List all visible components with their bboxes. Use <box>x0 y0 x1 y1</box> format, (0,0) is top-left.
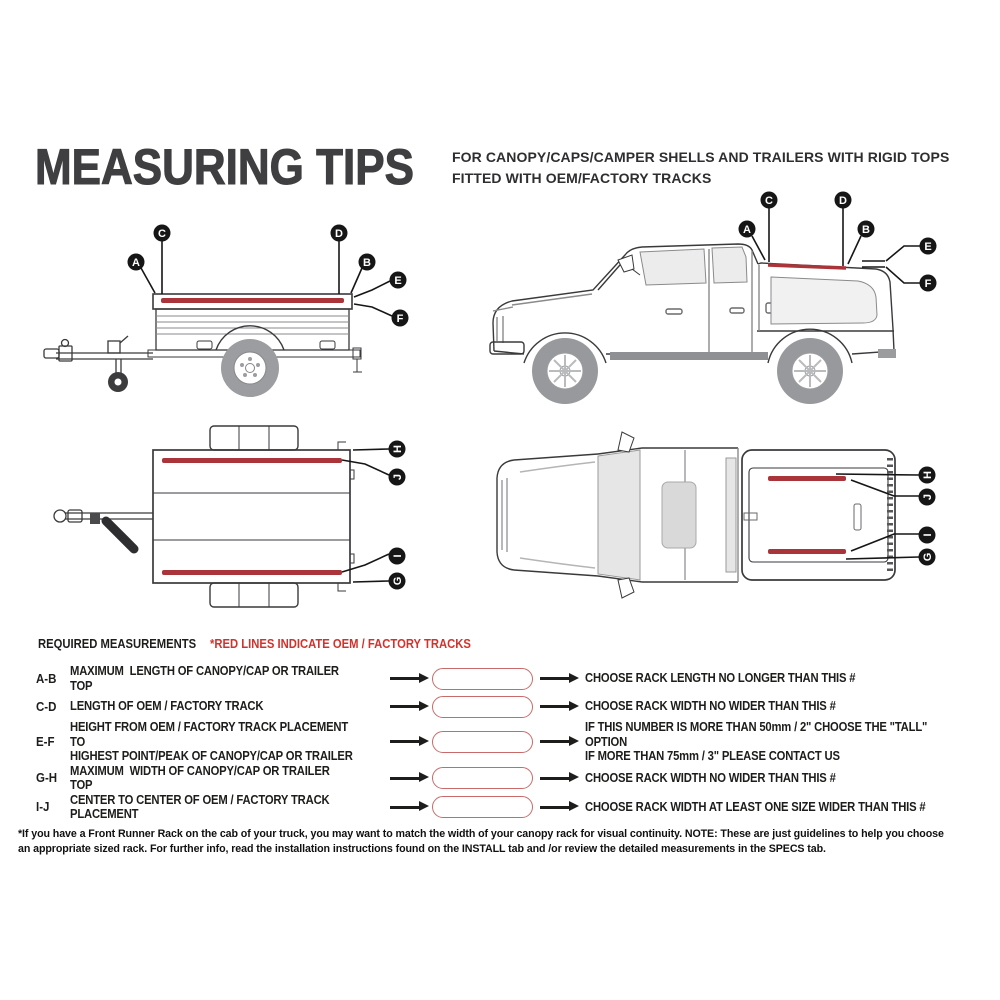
truck-top-canopy <box>742 450 895 580</box>
row-code: I-J <box>36 800 50 814</box>
trailer-drawbar <box>44 336 153 375</box>
label-badge-b <box>858 221 875 238</box>
measurements-heading: REQUIRED MEASUREMENTS <box>38 637 197 651</box>
leader-lines <box>141 241 392 316</box>
page-subtitle: FOR CANOPY/CAPS/CAMPER SHELLS AND TRAILERS WITH RIGID TOPS FITTED WITH OEM/FACTORY TRACKS <box>452 149 950 186</box>
measurement-blank-oval <box>432 696 533 718</box>
badge-letter-c: C <box>158 228 166 240</box>
badge-letter-a: A <box>132 257 140 269</box>
label-badge-g <box>389 573 406 590</box>
label-badge-g <box>919 549 936 566</box>
arrow-right-icon <box>540 677 570 680</box>
badge-letter-d: D <box>335 228 343 240</box>
badge-letter-i: I <box>922 533 934 537</box>
label-badge-c <box>761 192 778 209</box>
row-label: HEIGHT FROM OEM / FACTORY TRACK PLACEMENT TO HIGHEST POINT/PEAK OF CANOPY/CAP OR TRAILER <box>70 720 353 763</box>
leader-lines <box>752 208 920 283</box>
red-lines-note: *RED LINES INDICATE OEM / FACTORY TRACKS <box>210 637 471 651</box>
badge-letter-c: C <box>765 195 773 207</box>
arrow-right-icon <box>540 777 570 780</box>
badge-letter-b: B <box>363 257 371 269</box>
label-badge-h <box>389 441 406 458</box>
trailer-side-diagram <box>20 210 440 415</box>
trailer-wheel <box>216 326 284 397</box>
table-row-ij <box>36 793 986 822</box>
badge-letter-i: I <box>392 554 404 558</box>
trailer-side-drawing <box>20 210 440 410</box>
label-badge-h <box>919 467 936 484</box>
label-badges <box>919 467 936 566</box>
trailer-top-jockey-handle <box>106 521 134 549</box>
page-title: MEASURING TIPS <box>35 139 414 195</box>
label-badge-i <box>389 548 406 565</box>
oem-track-red-line <box>768 265 846 268</box>
badge-letter-e: E <box>924 241 932 253</box>
row-label: MAXIMUM WIDTH OF CANOPY/CAP OR TRAILER TOP <box>70 763 333 792</box>
badge-letter-f: F <box>924 278 932 290</box>
label-badges <box>389 441 406 590</box>
truck-top-diagram <box>480 420 950 615</box>
oem-track-red-line <box>161 298 344 303</box>
badge-letter-e: E <box>394 275 402 287</box>
badge-letter-b: B <box>862 224 870 236</box>
trailer-top-diagram <box>20 420 440 620</box>
label-badges <box>128 225 409 327</box>
row-code: A-B <box>36 671 57 686</box>
label-badge-j <box>919 489 936 506</box>
oem-track-red-line-right <box>162 570 342 575</box>
badge-letter-a: A <box>743 224 751 236</box>
leader-lines <box>836 474 919 559</box>
row-result: CHOOSE RACK WIDTH AT LEAST ONE SIZE WIDER THAN THIS # <box>585 799 926 814</box>
label-badge-f <box>392 310 409 327</box>
label-badge-e <box>920 238 937 255</box>
leader-lines <box>342 449 389 582</box>
arrow-right-icon <box>390 806 420 809</box>
row-label: CENTER TO CENTER OF OEM / FACTORY TRACK PLACEMENT <box>70 792 333 821</box>
row-result: CHOOSE RACK LENGTH NO LONGER THAN THIS # <box>585 671 856 686</box>
oem-track-red-line-left <box>768 476 846 481</box>
label-badge-f <box>920 275 937 292</box>
oem-track-red-line-left <box>162 458 342 463</box>
trailer-top-box <box>153 426 354 607</box>
row-code: C-D <box>36 699 57 714</box>
truck-wheels <box>532 338 843 404</box>
measurement-blank-oval <box>432 767 533 789</box>
badge-letter-j: J <box>922 493 934 501</box>
trailer-top-drawing <box>20 420 440 615</box>
truck-rear-bumper <box>878 349 896 358</box>
measurement-blank-oval <box>432 668 533 690</box>
label-badge-a <box>128 254 145 271</box>
truck-side-drawing <box>480 185 980 415</box>
measurements-table <box>36 664 986 822</box>
row-code: E-F <box>36 734 55 749</box>
arrow-right-icon <box>540 806 570 809</box>
table-row-gh <box>36 764 986 793</box>
truck-windows <box>618 247 877 324</box>
row-result: CHOOSE RACK WIDTH NO WIDER THAN THIS # <box>585 699 836 714</box>
label-badge-d <box>331 225 348 242</box>
row-code: G-H <box>36 771 58 785</box>
label-badge-b <box>359 254 376 271</box>
truck-top-glass <box>598 450 736 580</box>
row-result: IF THIS NUMBER IS MORE THAN 50mm / 2" CHOOSE THE "TALL" OPTION IF MORE THAN 75mm / 3" PLEASE CONTACT US <box>585 720 928 763</box>
badge-letter-g: G <box>922 552 934 562</box>
truck-side-diagram <box>480 185 980 420</box>
oem-track-red-line-right <box>768 549 846 554</box>
table-row-ef <box>36 720 986 764</box>
trailer-jockey-wheel <box>108 372 128 392</box>
badge-letter-h: H <box>922 471 934 479</box>
arrow-right-icon <box>540 705 570 708</box>
truck-top-drawing <box>480 420 950 610</box>
label-badge-d <box>835 192 852 209</box>
measurement-blank-oval <box>432 796 533 818</box>
label-badge-c <box>154 225 171 242</box>
trailer-top-clamp <box>90 513 100 524</box>
row-label: MAXIMUM LENGTH OF CANOPY/CAP OR TRAILER TOP <box>70 664 342 693</box>
row-label: LENGTH OF OEM / FACTORY TRACK <box>70 699 264 714</box>
badge-letter-h: H <box>392 445 404 453</box>
arrow-right-icon <box>390 677 420 680</box>
label-badge-a <box>739 221 756 238</box>
truck-rocker-panel <box>610 352 768 360</box>
arrow-right-icon <box>390 740 420 743</box>
arrow-right-icon <box>540 740 570 743</box>
footnote: *If you have a Front Runner Rack on the cab of your truck, you may want to match the width of your canopy rack for visual continuity. NOTE: These are just guidelines to help you choose an appropriate sized rack. For further info, read the installation instructions found on the INSTALL tab and /or review the detailed measurements in the SPECS tab. <box>18 828 944 855</box>
measurement-blank-oval <box>432 731 533 753</box>
label-badge-i <box>919 527 936 544</box>
row-result: CHOOSE RACK WIDTH NO WIDER THAN THIS # <box>585 770 836 785</box>
label-badge-j <box>389 469 406 486</box>
arrow-right-icon <box>390 705 420 708</box>
badge-letter-d: D <box>839 195 847 207</box>
table-row-ab <box>36 664 986 693</box>
arrow-right-icon <box>390 777 420 780</box>
label-badge-e <box>390 272 407 289</box>
table-row-cd <box>36 693 986 720</box>
badge-letter-g: G <box>392 576 404 586</box>
badge-letter-j: J <box>392 473 404 481</box>
badge-letter-f: F <box>396 313 404 325</box>
